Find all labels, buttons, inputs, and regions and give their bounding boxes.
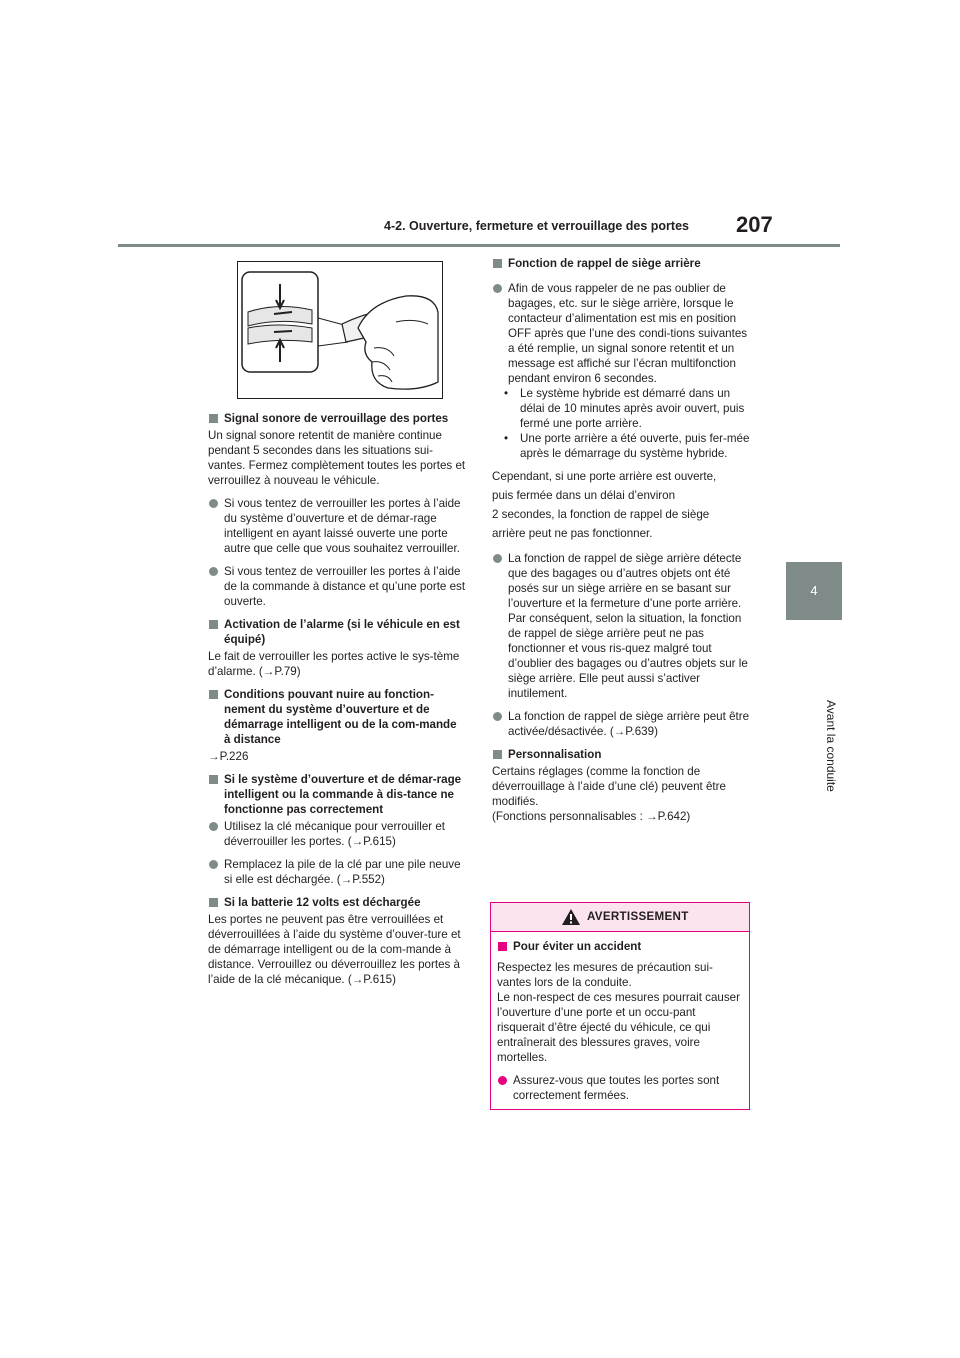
paragraph: Certains réglages (comme la fonction de déverrouillage à l’aide d’une clé) peuvent être modifiés. bbox=[492, 765, 726, 808]
warning-label: AVERTISSEMENT bbox=[587, 910, 689, 923]
list-item: Si vous tentez de verrouiller les portes à l’aide du système d’ouverture et de démar-rage intelligent en ayant laissé ouverte une porte autre que celle que vous souhaitez verrouiller. bbox=[208, 496, 466, 556]
list-item: Afin de vous rappeler de ne pas oublier de bagages, etc. sur le siège arrière, lorsque le contacteur d’alimentation est mis en position OFF après que l’une des condi-tions suivantes a été remplie, un signal sonore retentit et un message est affiché sur l’écran multifonction pendant environ 6 secondes. bbox=[492, 281, 750, 386]
paragraph-line: puis fermée dans un délai d’environ bbox=[492, 489, 676, 502]
heading-interference-conditions: Conditions pouvant nuire au fonction-nement du système d’ouverture et de démarrage intelligent ou de la com-mande à distance bbox=[208, 687, 466, 747]
list-item: Remplacez la pile de la clé par une pile neuve si elle est déchargée. (→P.552) bbox=[208, 857, 466, 887]
paragraph-line: arrière peut ne pas fonctionner. bbox=[492, 527, 653, 540]
paragraph: (Fonctions personnalisables : →P.642) bbox=[492, 810, 691, 823]
section-title: 4-2. Ouverture, fermeture et verrouillage des portes bbox=[384, 219, 689, 233]
paragraph-line: Cependant, si une porte arrière est ouverte, bbox=[492, 470, 717, 483]
dash-list-item: • Une porte arrière a été ouverte, puis fer-mée après le démarrage du système hybride. bbox=[504, 432, 750, 460]
list-item: Si vous tentez de verrouiller les portes à l’aide de la commande à distance et qu’une porte est ouverte. bbox=[208, 564, 466, 609]
warning-box bbox=[490, 902, 750, 1110]
chapter-tab[interactable]: 4 bbox=[786, 562, 842, 620]
hand-on-door-handle-icon bbox=[238, 262, 442, 398]
paragraph-line: 2 secondes, la fonction de rappel de siège bbox=[492, 508, 710, 521]
heading-system-malfunction: Si le système d’ouverture et de démar-rage intelligent ou la commande à dis-tance ne fonctionne pas correctement bbox=[208, 772, 466, 817]
list-item: La fonction de rappel de siège arrière peut être activée/désactivée. (→P.639) bbox=[492, 709, 750, 739]
dash-list-item: • Le système hybride est démarré dans un délai de 10 minutes après avoir ouvert, puis fermé une porte arrière. bbox=[504, 387, 745, 430]
warning-header bbox=[491, 903, 749, 932]
list-item: Utilisez la clé mécanique pour verrouiller et déverrouiller les portes. (→P.615) bbox=[208, 819, 466, 849]
chapter-label: Avant la conduite bbox=[824, 700, 838, 792]
heading-rear-seat-reminder: Fonction de rappel de siège arrière bbox=[492, 256, 750, 271]
heading-alarm-activation: Activation de l’alarme (si le véhicule en est équipé) bbox=[208, 617, 466, 647]
paragraph: Les portes ne peuvent pas être verrouillées et déverrouillées à l’aide du système d’ouver-ture et de démarrage intelligent ou de la com-mande à distance. Verrouillez ou déverrouillez les portes à l’aide de la clé mécanique. (→P.615) bbox=[208, 913, 461, 986]
list-item: La fonction de rappel de siège arrière détecte que des bagages ou d’autres objets ont été posés sur un siège arrière en se basant sur l’ouverture et la fermeture d’une porte arrière. Par conséquent, selon la situation, la fonction de rappel de siège arrière peut ne pas fonctionner et vous ris-quez malgré tout d’oublier des bagages ou d’autres objets sur le siège arrière. Elle peut aussi s’activer inutilement. bbox=[492, 551, 750, 701]
door-handle-illustration bbox=[237, 261, 443, 399]
page-number: 207 bbox=[736, 212, 773, 237]
right-column bbox=[492, 256, 750, 832]
paragraph: Respectez les mesures de précaution sui-vantes lors de la conduite. bbox=[497, 961, 713, 989]
heading-battery-discharged: Si la batterie 12 volts est déchargée bbox=[208, 895, 466, 910]
warning-body bbox=[491, 932, 749, 1103]
left-column bbox=[208, 256, 466, 995]
header-rule bbox=[118, 244, 840, 247]
heading-avoid-accident: Pour éviter un accident bbox=[497, 939, 742, 954]
paragraph: Le fait de verrouiller les portes active le sys-tème d’alarme. (→P.79) bbox=[208, 650, 460, 678]
warning-triangle-icon bbox=[561, 908, 581, 926]
heading-door-lock-buzzer: Signal sonore de verrouillage des portes bbox=[208, 411, 466, 426]
page-reference-link[interactable]: →P.226 bbox=[208, 750, 249, 763]
heading-customization: Personnalisation bbox=[492, 747, 750, 762]
list-item: Assurez-vous que toutes les portes sont correctement fermées. bbox=[497, 1073, 742, 1103]
paragraph: Un signal sonore retentit de manière continue pendant 5 secondes dans les situations sui-vantes. Fermez complètement toutes les portes et verrouillez à nouveau le véhicule. bbox=[208, 429, 466, 487]
paragraph: Le non-respect de ces mesures pourrait causer l’ouverture d’une porte et un occu-pant risquerait d’être éjecté du véhicule, ce qui entraînerait des blessures graves, voire mortelles. bbox=[497, 991, 740, 1064]
